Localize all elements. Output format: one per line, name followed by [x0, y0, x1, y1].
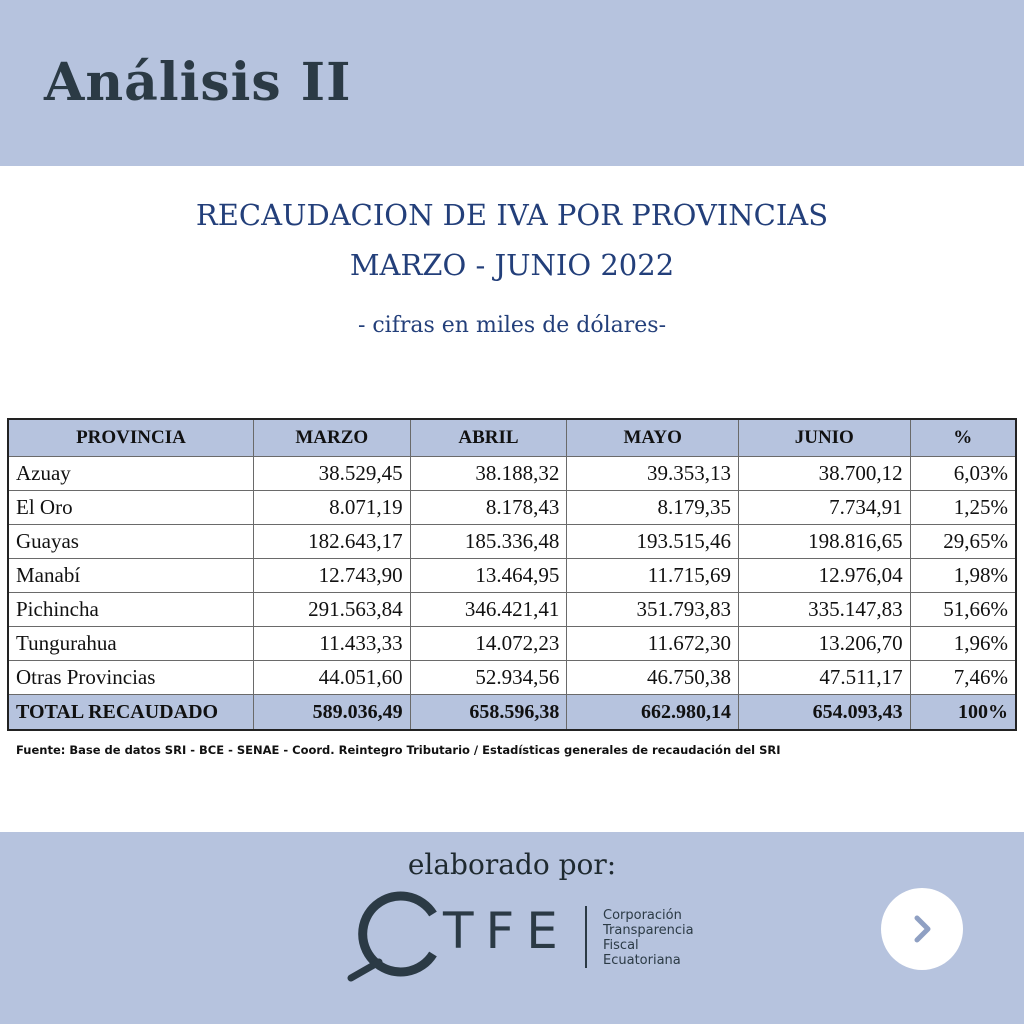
- table-row: [8, 593, 1016, 627]
- value-cell: 14.072,23: [410, 627, 567, 661]
- percent-cell: 1,98%: [910, 559, 1016, 593]
- column-header: PROVINCIA: [8, 419, 253, 457]
- value-cell: 38.700,12: [738, 457, 910, 491]
- value-cell: 8.179,35: [567, 491, 739, 525]
- table-header-row: [8, 419, 1016, 457]
- province-cell: Pichincha: [8, 593, 253, 627]
- value-cell: 47.511,17: [738, 661, 910, 695]
- province-cell: El Oro: [8, 491, 253, 525]
- total-row: [8, 695, 1016, 731]
- percent-cell: 1,96%: [910, 627, 1016, 661]
- logo-text-line: Corporación: [603, 908, 682, 923]
- value-cell: 7.734,91: [738, 491, 910, 525]
- percent-cell: 29,65%: [910, 525, 1016, 559]
- value-cell: 44.051,60: [253, 661, 410, 695]
- logo-text-line: Ecuatoriana: [603, 953, 681, 968]
- value-cell: 335.147,83: [738, 593, 910, 627]
- value-cell: 12.743,90: [253, 559, 410, 593]
- value-cell: 11.433,33: [253, 627, 410, 661]
- value-cell: 13.464,95: [410, 559, 567, 593]
- table-row: [8, 559, 1016, 593]
- value-cell: 8.178,43: [410, 491, 567, 525]
- percent-cell: 6,03%: [910, 457, 1016, 491]
- source-note: Fuente: Base de datos SRI - BCE - SENAE - Coord. Reintegro Tributario / Estadísticas generales de recaudación del SRI: [16, 743, 781, 757]
- logo-text: [603, 908, 694, 968]
- table-row: [8, 525, 1016, 559]
- province-cell: Otras Provincias: [8, 661, 253, 695]
- total-cell: 658.596,38: [410, 695, 567, 731]
- column-header: MARZO: [253, 419, 410, 457]
- value-cell: 38.188,32: [410, 457, 567, 491]
- value-cell: 11.715,69: [567, 559, 739, 593]
- iva-table: [7, 418, 1017, 731]
- table-row: [8, 627, 1016, 661]
- percent-cell: 1,25%: [910, 491, 1016, 525]
- column-header: %: [910, 419, 1016, 457]
- total-label: TOTAL RECAUDADO: [8, 695, 253, 731]
- column-header: ABRIL: [410, 419, 567, 457]
- table-row: [8, 457, 1016, 491]
- header-band: [0, 0, 1024, 166]
- value-cell: 193.515,46: [567, 525, 739, 559]
- province-cell: Guayas: [8, 525, 253, 559]
- province-cell: Manabí: [8, 559, 253, 593]
- value-cell: 351.793,83: [567, 593, 739, 627]
- value-cell: 13.206,70: [738, 627, 910, 661]
- percent-cell: 7,46%: [910, 661, 1016, 695]
- table-row: [8, 491, 1016, 525]
- logo-letters: TFE: [443, 902, 570, 960]
- province-cell: Azuay: [8, 457, 253, 491]
- logo-divider: [585, 906, 587, 968]
- value-cell: 291.563,84: [253, 593, 410, 627]
- value-cell: 52.934,56: [410, 661, 567, 695]
- logo-text-line: Fiscal: [603, 938, 639, 953]
- value-cell: 8.071,19: [253, 491, 410, 525]
- credits-label: elaborado por:: [407, 848, 617, 881]
- value-cell: 38.529,45: [253, 457, 410, 491]
- value-cell: 182.643,17: [253, 525, 410, 559]
- value-cell: 346.421,41: [410, 593, 567, 627]
- total-cell: 662.980,14: [567, 695, 739, 731]
- logo-text-line: Transparencia: [603, 923, 694, 938]
- value-cell: 46.750,38: [567, 661, 739, 695]
- page-title: Análisis II: [44, 52, 352, 113]
- total-cell: 589.036,49: [253, 695, 410, 731]
- table-row: [8, 661, 1016, 695]
- ctfe-logo: [345, 888, 725, 988]
- value-cell: 198.816,65: [738, 525, 910, 559]
- total-cell: 654.093,43: [738, 695, 910, 731]
- report-title: RECAUDACION DE IVA POR PROVINCIAS: [195, 198, 829, 232]
- province-cell: Tungurahua: [8, 627, 253, 661]
- report-period: MARZO - JUNIO 2022: [349, 248, 675, 282]
- percent-cell: 51,66%: [910, 593, 1016, 627]
- next-button[interactable]: [881, 888, 963, 970]
- value-cell: 39.353,13: [567, 457, 739, 491]
- magnifier-c-icon: [345, 888, 445, 988]
- column-header: JUNIO: [738, 419, 910, 457]
- column-header: MAYO: [567, 419, 739, 457]
- report-subtitle: - cifras en miles de dólares-: [357, 313, 667, 338]
- value-cell: 11.672,30: [567, 627, 739, 661]
- total-percent-cell: 100%: [910, 695, 1016, 731]
- value-cell: 12.976,04: [738, 559, 910, 593]
- value-cell: 185.336,48: [410, 525, 567, 559]
- chevron-right-icon: [905, 912, 939, 946]
